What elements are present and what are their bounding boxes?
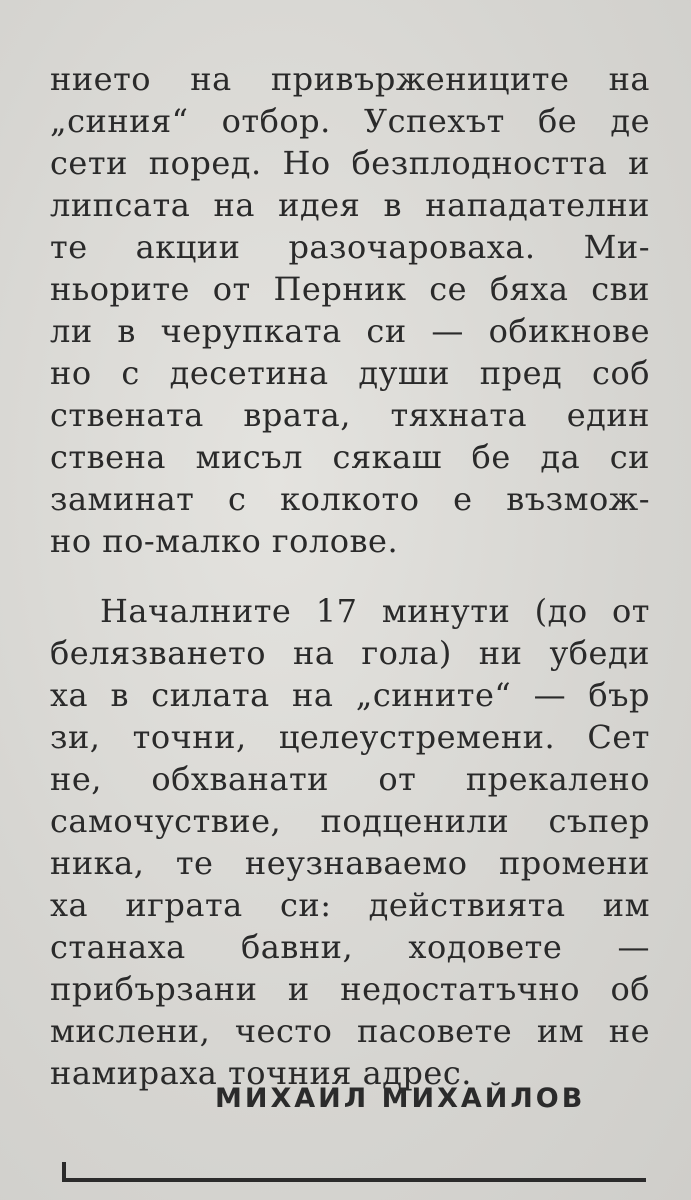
text-line: но по-малко голове.: [50, 522, 399, 560]
text-line: но с десетина души пред соб: [50, 354, 650, 392]
text-line: ствена мисъл сякаш бе да си: [50, 438, 650, 476]
text-line: белязването на гола) ни убеди: [50, 634, 650, 672]
text-line: ника, те неузнаваемо промени: [50, 844, 650, 882]
text-line: „синия“ отбор. Успехът бе де: [50, 102, 650, 140]
text-line: те акции разочароваха. Ми-: [50, 228, 650, 266]
text-line: сети поред. Но безплодността и: [50, 144, 650, 182]
text-line: намираха точния адрес.: [50, 1054, 472, 1092]
text-line: мислени, често пасовете им не: [50, 1012, 650, 1050]
author-signature: МИХАИЛ МИХАЙЛОВ: [215, 1083, 586, 1114]
text-line: ньорите от Перник се бяха сви: [50, 270, 650, 308]
article-column: [50, 58, 650, 1094]
text-line: Началните 17 минути (до от: [100, 592, 650, 630]
paragraph-2: [50, 590, 650, 1094]
text-line: ли в черупката си — обикнове: [50, 312, 650, 350]
text-line: зи, точни, целеустремени. Сет: [50, 718, 650, 756]
text-line: липсата на идея в нападателни: [50, 186, 650, 224]
text-line: нието на привържениците на: [50, 60, 650, 98]
text-line: заминат с колкото е възмож-: [50, 480, 650, 518]
text-line: не, обхванати от прекалено: [50, 760, 650, 798]
text-line: ха в силата на „сините“ — бър: [50, 676, 650, 714]
paragraph-1: [50, 58, 650, 562]
text-line: прибързани и недостатъчно об: [50, 970, 650, 1008]
text-line: самочуствие, подценили съпер: [50, 802, 650, 840]
text-line: станаха бавни, ходовете —: [50, 928, 650, 966]
text-line: ствената врата, тяхната един: [50, 396, 650, 434]
text-line: ха играта си: действията им: [50, 886, 650, 924]
section-divider: [62, 1178, 646, 1182]
